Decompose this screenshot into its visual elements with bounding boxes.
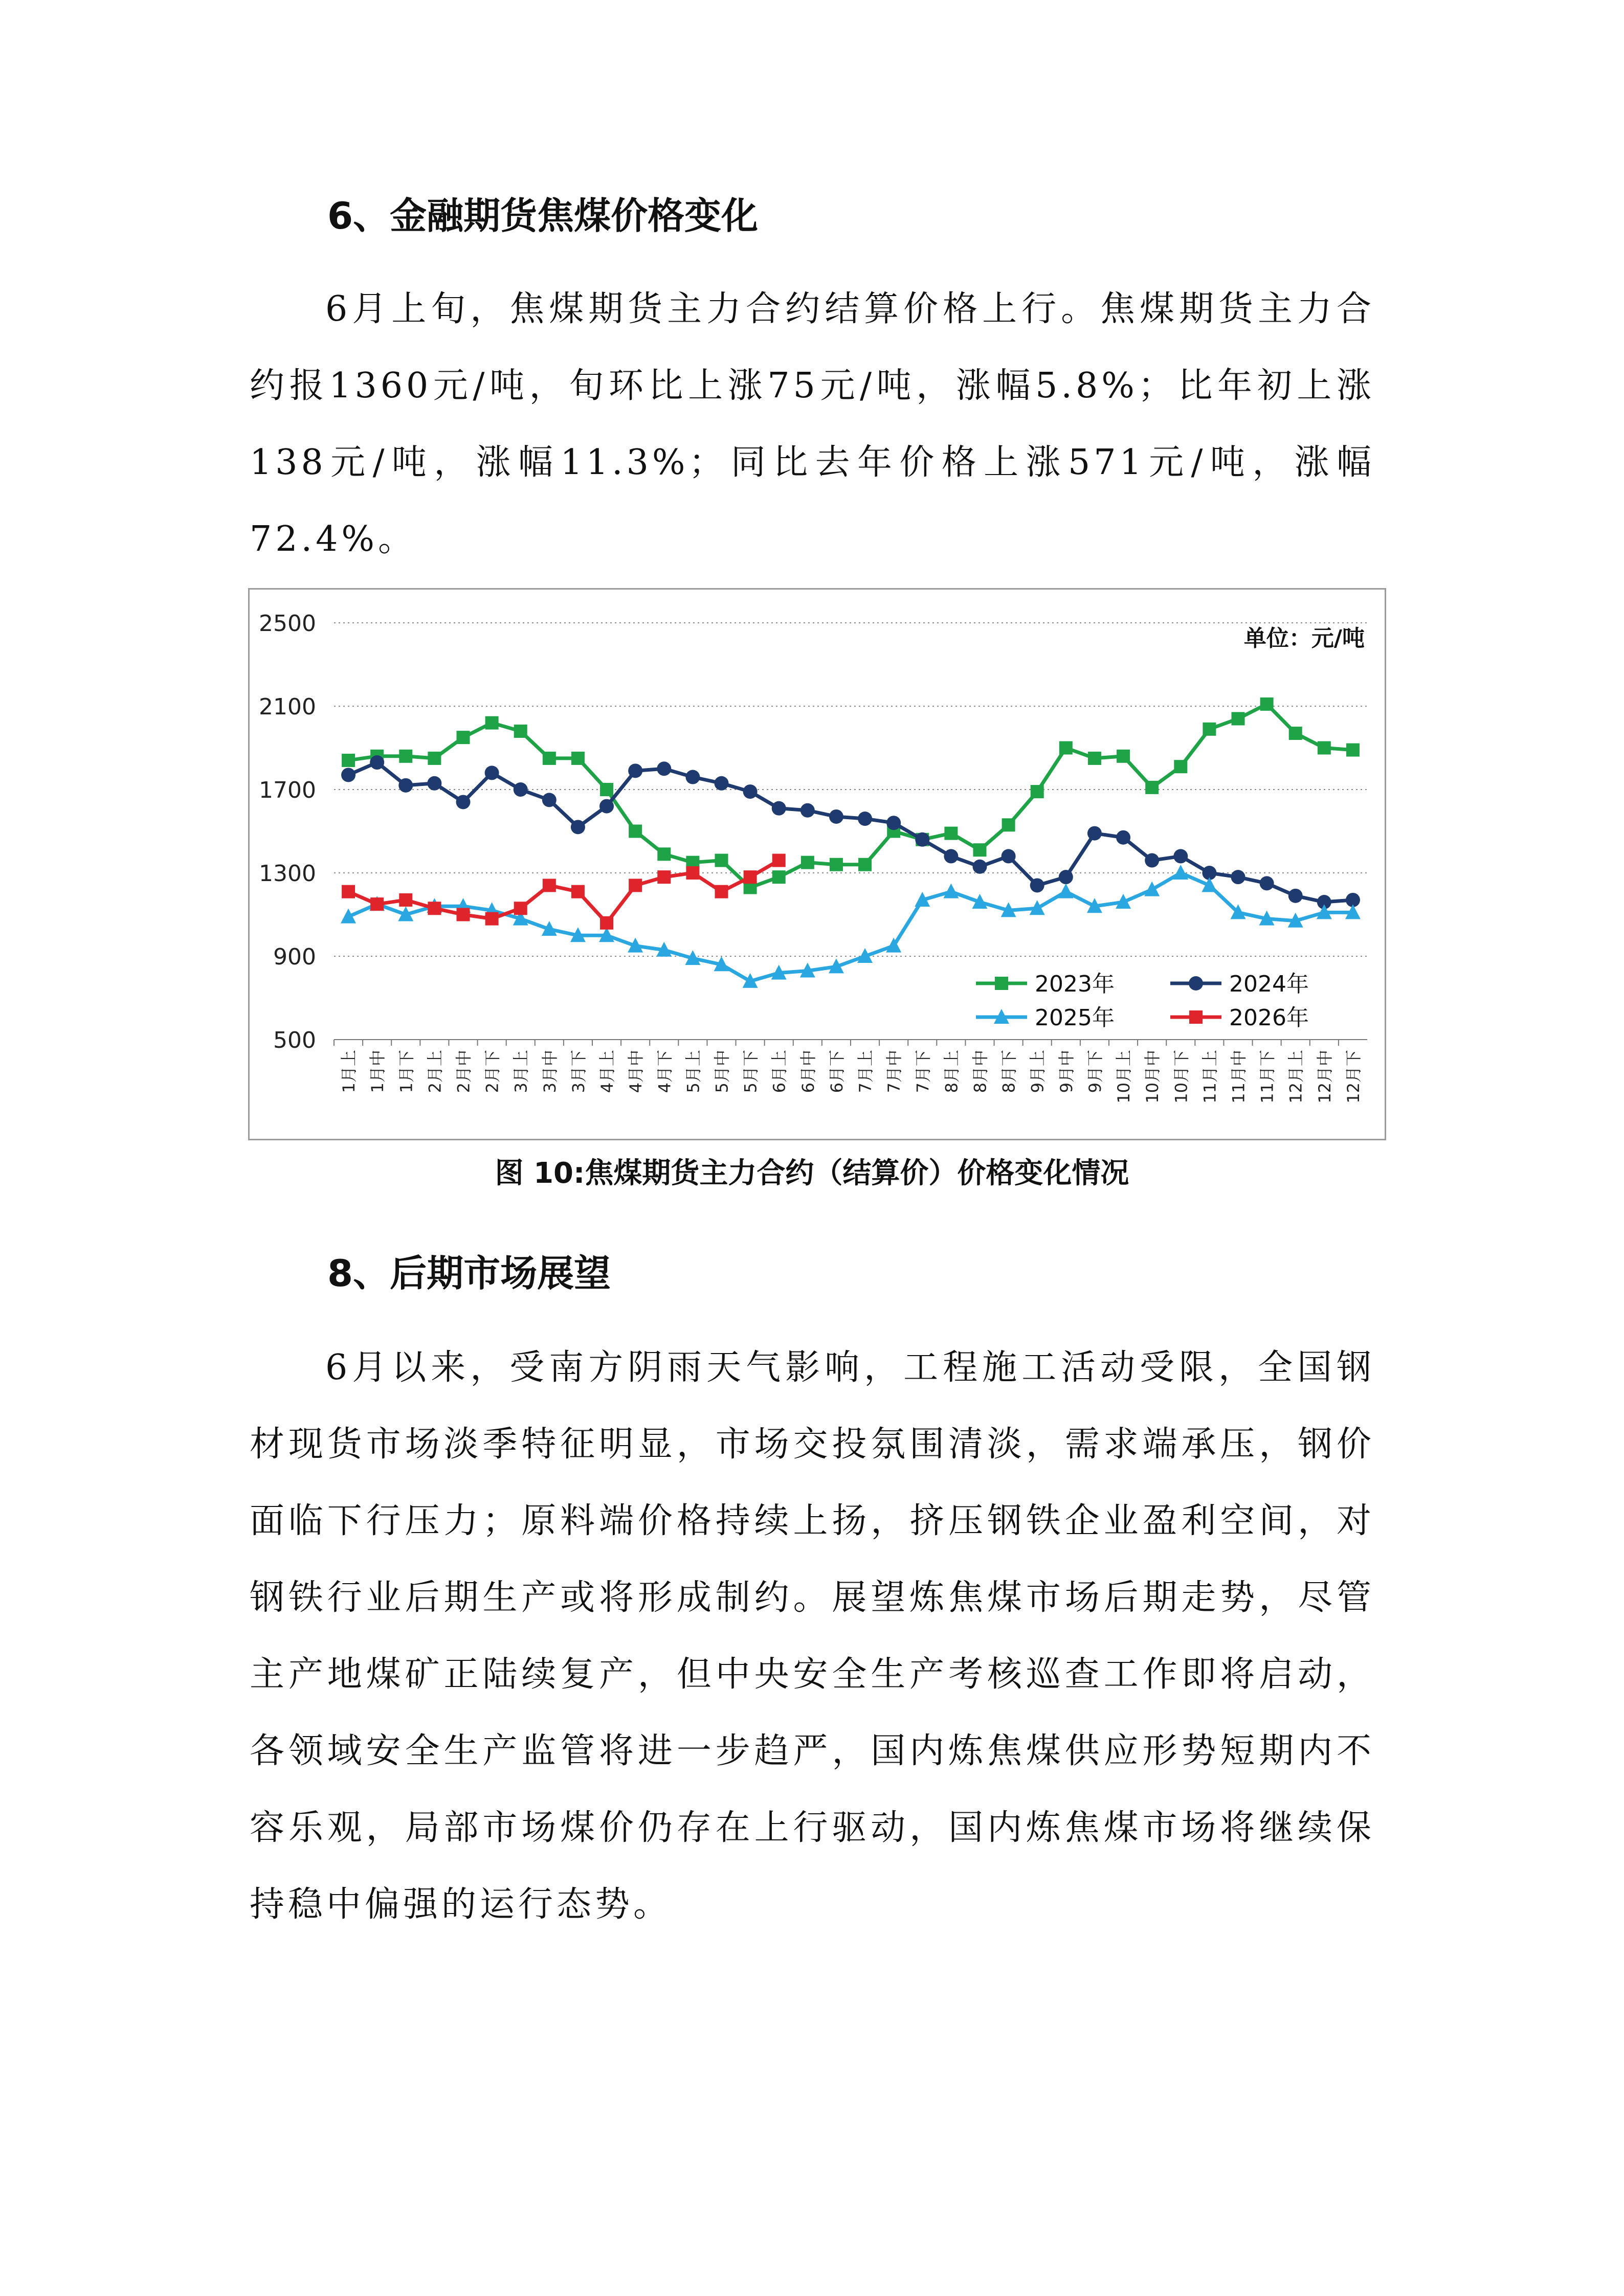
legend-label: 2023年	[1035, 971, 1115, 997]
data-point	[915, 832, 929, 847]
data-point	[657, 761, 671, 776]
x-tick-label: 11月上	[1200, 1050, 1220, 1104]
data-point	[456, 795, 471, 809]
data-point	[600, 783, 613, 796]
data-point	[685, 770, 700, 784]
data-point	[628, 763, 642, 778]
x-tick-label: 10月中	[1143, 1050, 1163, 1104]
data-point	[428, 902, 441, 915]
data-point	[858, 812, 872, 826]
data-point	[1346, 744, 1360, 757]
x-tick-label: 1月中	[368, 1050, 388, 1093]
data-point	[801, 856, 814, 869]
chart-svg	[250, 590, 1385, 1139]
data-point	[743, 784, 758, 799]
data-point	[1144, 882, 1160, 896]
data-point	[1145, 853, 1159, 868]
x-tick-label: 5月上	[683, 1050, 703, 1093]
data-point	[1289, 727, 1302, 740]
data-point	[485, 716, 499, 730]
legend-marker	[1189, 976, 1203, 991]
data-point	[571, 885, 585, 898]
data-point	[514, 902, 527, 915]
x-tick-label: 2月下	[482, 1050, 502, 1093]
x-tick-label: 5月下	[741, 1050, 761, 1093]
x-tick-label: 7月下	[913, 1050, 933, 1093]
data-point	[485, 766, 499, 780]
data-point	[427, 776, 441, 791]
data-point	[1087, 826, 1102, 841]
x-tick-label: 8月下	[999, 1050, 1019, 1093]
data-point	[1173, 865, 1188, 880]
data-point	[1031, 785, 1044, 798]
data-point	[370, 897, 384, 911]
data-point	[543, 879, 556, 892]
x-tick-label: 8月中	[970, 1050, 990, 1093]
data-point	[973, 843, 987, 857]
data-point	[1232, 712, 1245, 725]
data-point	[457, 731, 470, 744]
data-point	[514, 782, 528, 797]
data-point	[1173, 849, 1188, 863]
data-point	[943, 884, 959, 898]
x-tick-label: 6月下	[827, 1050, 847, 1093]
data-point	[715, 776, 729, 791]
x-tick-label: 12月中	[1315, 1050, 1334, 1104]
x-tick-label: 4月下	[655, 1050, 675, 1093]
y-tick-label: 1700	[259, 777, 316, 803]
data-point	[485, 912, 499, 926]
data-point	[629, 825, 642, 838]
data-point	[1260, 876, 1274, 890]
x-tick-label: 10月上	[1114, 1050, 1134, 1104]
data-point	[1318, 741, 1331, 755]
data-point	[571, 820, 585, 834]
data-point	[858, 858, 872, 871]
data-point	[830, 858, 843, 871]
legend-label: 2024年	[1229, 971, 1309, 997]
data-point	[599, 799, 614, 814]
x-tick-label: 6月中	[798, 1050, 818, 1093]
x-tick-label: 12月上	[1286, 1050, 1306, 1104]
data-point	[1059, 870, 1073, 884]
data-point	[772, 801, 786, 816]
x-tick-label: 11月中	[1229, 1050, 1249, 1104]
data-point	[744, 870, 757, 884]
data-point	[1116, 830, 1130, 845]
y-tick-label: 2500	[259, 611, 316, 637]
data-point	[686, 866, 699, 880]
x-tick-label: 11月下	[1257, 1050, 1277, 1104]
x-tick-label: 1月上	[339, 1050, 359, 1093]
data-point	[543, 752, 556, 765]
data-point	[657, 847, 671, 861]
y-tick-label: 500	[273, 1027, 316, 1053]
data-point	[1117, 750, 1130, 763]
price-chart	[248, 588, 1386, 1140]
data-point	[428, 752, 441, 765]
data-point	[398, 778, 413, 793]
data-point	[800, 803, 815, 818]
figure-caption: 图 10:焦煤期货主力合约（结算价）价格变化情况	[495, 1157, 1129, 1190]
data-point	[944, 849, 958, 863]
y-tick-label: 900	[273, 944, 316, 970]
data-point	[1260, 697, 1274, 711]
data-point	[542, 793, 557, 807]
x-tick-label: 2月上	[425, 1050, 445, 1093]
data-point	[514, 725, 527, 738]
data-point	[1002, 818, 1015, 831]
data-point	[1088, 752, 1101, 765]
data-point	[772, 854, 786, 867]
data-point	[715, 854, 728, 867]
x-tick-label: 3月中	[540, 1050, 560, 1093]
data-point	[944, 827, 958, 840]
legend-marker	[995, 977, 1008, 990]
data-point	[342, 754, 355, 767]
data-point	[1145, 781, 1159, 794]
series-line-2025年	[348, 873, 1353, 981]
data-point	[657, 870, 671, 884]
x-tick-label: 10月下	[1171, 1050, 1191, 1104]
data-point	[1059, 741, 1073, 755]
x-tick-label: 7月上	[856, 1050, 876, 1093]
x-tick-label: 9月中	[1056, 1050, 1076, 1093]
data-point	[715, 885, 728, 898]
legend-marker	[1189, 1010, 1203, 1024]
data-point	[399, 893, 412, 907]
x-tick-label: 1月下	[396, 1050, 416, 1093]
data-point	[886, 816, 901, 830]
x-tick-label: 9月下	[1085, 1050, 1105, 1093]
section-8-paragraph: 6月以来，受南方阴雨天气影响，工程施工活动受限，全国钢材现货市场淡季特征明显，市场交投氛围清淡，需求端承压，钢价面临下行压力；原料端价格持续上扬，挤压钢铁企业盈利空间，对钢铁行业后期生产或将形成制约。展望炼焦煤市场后期走势，尽管主产地煤矿正陆续复产，但中央安全生产考核巡查工作即将启动，各领域安全生产监管将进一步趋严，国内炼焦煤供应形势短期内不容乐观，局部市场煤价仍存在上行驱动，国内炼焦煤市场将继续保持稳中偏强的运行态势。	[250, 1347, 1375, 1925]
unit-label: 单位：元/吨	[1243, 625, 1365, 651]
data-point	[1288, 889, 1303, 903]
x-tick-label: 2月中	[454, 1050, 474, 1093]
data-point	[1203, 723, 1216, 736]
data-point	[571, 752, 585, 765]
x-tick-label: 4月中	[626, 1050, 646, 1093]
y-tick-label: 2100	[259, 694, 316, 720]
data-point	[457, 908, 470, 921]
x-tick-label: 12月下	[1343, 1050, 1363, 1104]
x-tick-label: 4月上	[597, 1050, 617, 1093]
data-point	[1030, 878, 1044, 892]
y-tick-label: 1300	[259, 861, 316, 887]
x-tick-label: 8月上	[942, 1050, 962, 1093]
data-point	[370, 755, 384, 770]
x-tick-label: 9月上	[1028, 1050, 1048, 1093]
data-point	[829, 809, 843, 824]
x-tick-label: 3月下	[568, 1050, 588, 1093]
x-tick-label: 6月上	[769, 1050, 789, 1093]
data-point	[772, 870, 786, 884]
legend-label: 2025年	[1035, 1005, 1115, 1031]
x-tick-label: 3月上	[511, 1050, 531, 1093]
data-point	[1174, 760, 1187, 773]
data-point	[341, 768, 355, 782]
x-tick-label: 5月中	[712, 1050, 732, 1093]
data-point	[1058, 884, 1074, 898]
section-6-heading: 6、金融期货焦煤价格变化	[327, 194, 759, 237]
x-tick-label: 7月中	[884, 1050, 904, 1093]
section-6-paragraph: 6月上旬，焦煤期货主力合约结算价格上行。焦煤期货主力合约报1360元/吨，旬环比上涨75元/吨，涨幅5.8%；比年初上涨138元/吨，涨幅11.3%；同比去年价格上涨571元/吨，涨幅72.4%。	[250, 289, 1375, 559]
series-line-2023年	[348, 704, 1353, 888]
data-point	[600, 916, 613, 930]
data-point	[629, 879, 642, 892]
section-8-heading: 8、后期市场展望	[327, 1252, 611, 1295]
data-point	[1002, 849, 1016, 863]
data-point	[342, 885, 355, 898]
data-point	[399, 750, 412, 763]
data-point	[1231, 870, 1245, 884]
data-point	[973, 860, 987, 874]
legend-label: 2026年	[1229, 1005, 1309, 1031]
